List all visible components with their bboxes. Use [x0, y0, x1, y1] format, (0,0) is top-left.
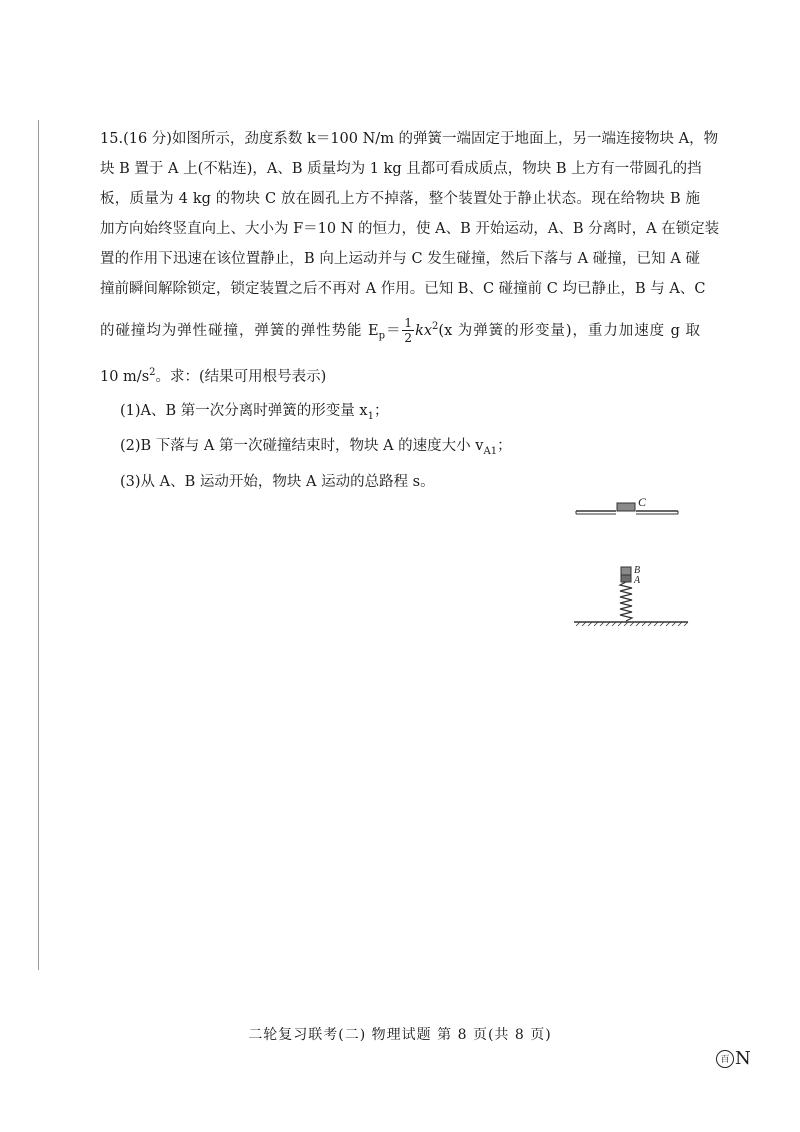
block-a — [621, 575, 631, 582]
problem-line-6: 撞前瞬间解除锁定，锁定装置之后不再对 A 作用。已知 B、C 碰撞前 C 均已静止，B 与 A、C — [100, 281, 706, 297]
logo-letter: N — [735, 1048, 751, 1069]
problem-points: (16 分) — [123, 131, 172, 147]
block-c — [617, 503, 635, 511]
spring-block-figure — [570, 495, 700, 645]
spring — [620, 582, 632, 621]
question-2: (2)B 下落与 A 第一次碰撞结束时，物块 A 的速度大小 $v_{A1}$； — [120, 438, 512, 458]
label-b: B — [634, 565, 641, 576]
page-footer: 二轮复习联考(二) 物理试题 第 8 页(共 8 页) — [248, 1027, 552, 1043]
problem-line-last: 10 $m/s^2$。求：(结果可用根号表示) — [100, 366, 327, 385]
problem-line-1: 15.(16 分)如图所示，劲度系数 k＝100 N/m 的弹簧一端固定于地面上，另一端连接物块 A，物 — [100, 131, 719, 147]
problem-number: 15. — [100, 131, 124, 147]
problem-formula-line: 的碰撞均为弹性碰撞，弹簧的弹性势能 $E_p=$ $\frac{1}{2}$ $kx^2(x$ 为弹簧的形变量)，重力加速度 g 取 — [100, 316, 700, 346]
binding-margin-line — [38, 120, 39, 970]
label-c: C — [638, 495, 647, 509]
question-1: (1)A、B 第一次分离时弹簧的形变量 $x_1$； — [120, 402, 389, 422]
logo-circle-char: 百 — [716, 1050, 734, 1068]
problem-line-3: 板，质量为 4 kg 的物块 C 放在圆孔上方不掉落，整个装置处于静止状态。现在给物块 B 施 — [100, 191, 700, 207]
problem-line-5: 置的作用下迅速在该位置静止，B 向上运动并与 C 发生碰撞，然后下落与 A 碰撞，已知 A 碰 — [100, 251, 700, 267]
brand-logo — [716, 1048, 756, 1072]
question-3: (3)从 A、B 运动开始，物块 A 运动的总路程 s。 — [120, 474, 435, 491]
label-a: A — [634, 575, 641, 586]
problem-line-4: 加方向始终竖直向上、大小为 F＝10 N 的恒力，使 A、B 开始运动，A、B 分离时，A 在锁定装 — [100, 221, 720, 237]
fraction-one-half: $\frac{1}{2}$ — [404, 316, 413, 346]
problem-15 — [100, 124, 720, 497]
problem-line-2: 块 B 置于 A 上(不粘连)，A、B 质量均为 1 kg 且都可看成质点，物块 B 上方有一带圆孔的挡 — [100, 161, 702, 177]
block-b — [621, 567, 631, 575]
